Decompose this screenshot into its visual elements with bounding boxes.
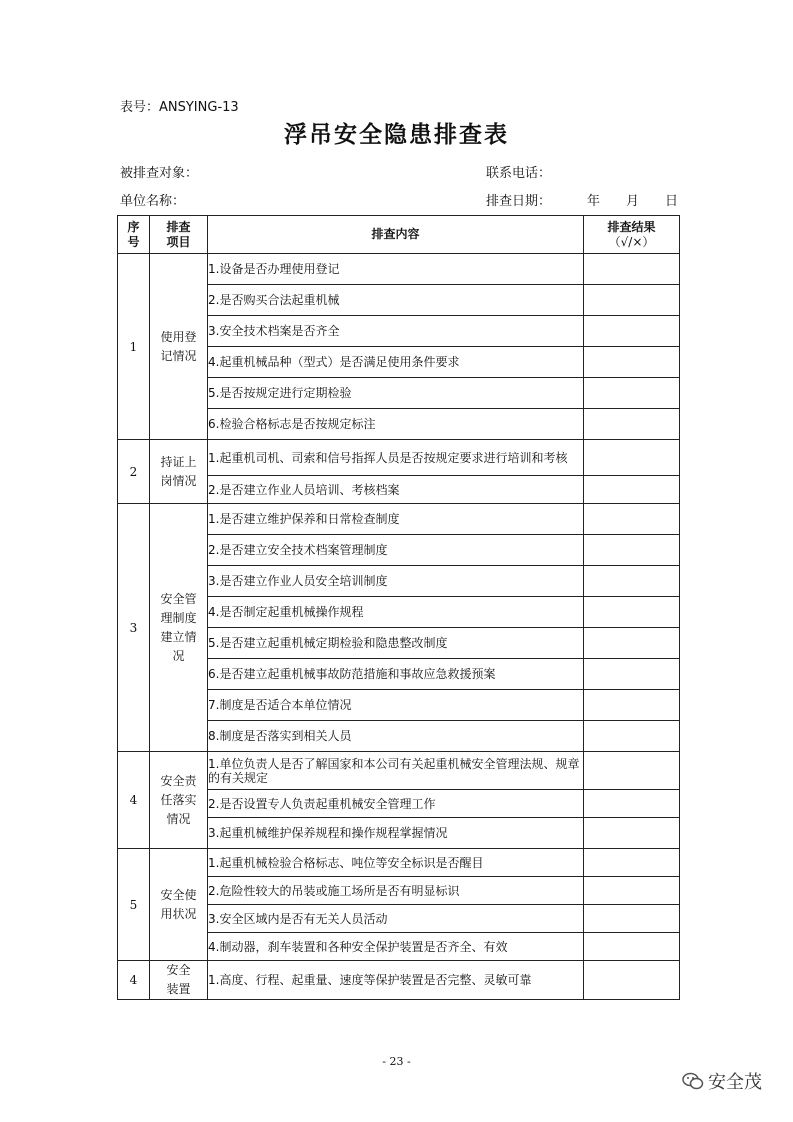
- result-cell[interactable]: [584, 535, 680, 566]
- inspection-table: [117, 215, 680, 1000]
- group-number: 4: [118, 961, 150, 1000]
- result-cell[interactable]: [584, 961, 680, 1000]
- table-row: [118, 254, 680, 285]
- check-item: 1.设备是否办理使用登记: [208, 254, 584, 285]
- result-cell[interactable]: [584, 905, 680, 933]
- page-title: 浮吊安全隐患排查表: [284, 122, 509, 148]
- form-number: 表号：ANSYING-13: [120, 100, 239, 115]
- result-cell[interactable]: [584, 440, 680, 476]
- result-cell[interactable]: [584, 721, 680, 752]
- result-cell[interactable]: [584, 933, 680, 961]
- check-item: 1.起重机司机、司索和信号指挥人员是否按规定要求进行培训和考核: [208, 440, 584, 476]
- result-cell[interactable]: [584, 752, 680, 790]
- check-item: 2.危险性较大的吊装或施工场所是否有明显标识: [208, 877, 584, 905]
- group-category: 安全责任落实情况: [150, 752, 208, 849]
- result-cell[interactable]: [584, 476, 680, 504]
- result-cell[interactable]: [584, 849, 680, 877]
- header-content: 排查内容: [208, 216, 584, 254]
- table-row: [118, 849, 680, 877]
- result-cell[interactable]: [584, 628, 680, 659]
- check-item: 4.起重机械品种（型式）是否满足使用条件要求: [208, 347, 584, 378]
- check-item: 6.是否建立起重机械事故防范措施和事故应急救援预案: [208, 659, 584, 690]
- group-category: 安全使用状况: [150, 849, 208, 961]
- check-item: 7.制度是否适合本单位情况: [208, 690, 584, 721]
- group-number: 3: [118, 504, 150, 752]
- group-category: 持证上岗情况: [150, 440, 208, 504]
- group-number: 1: [118, 254, 150, 440]
- header-result-title: 排查结果: [607, 219, 656, 234]
- result-cell[interactable]: [584, 659, 680, 690]
- check-item: 2.是否建立安全技术档案管理制度: [208, 535, 584, 566]
- check-item: 4.制动器，刹车装置和各种安全保护装置是否齐全、有效: [208, 933, 584, 961]
- table-row: [118, 504, 680, 535]
- check-item: 6.检验合格标志是否按规定标注: [208, 409, 584, 440]
- result-cell[interactable]: [584, 378, 680, 409]
- inspection-date-label: 排查日期：: [486, 194, 552, 209]
- header-seq: 序号: [118, 216, 150, 254]
- result-cell[interactable]: [584, 285, 680, 316]
- page-number: - 23 -: [382, 1055, 411, 1068]
- watermark: [682, 1068, 762, 1094]
- check-item: 4.是否制定起重机械操作规程: [208, 597, 584, 628]
- check-item: 1.是否建立维护保养和日常检查制度: [208, 504, 584, 535]
- phone-field: [486, 162, 555, 181]
- result-cell[interactable]: [584, 316, 680, 347]
- result-cell[interactable]: [584, 690, 680, 721]
- group-category: 安全装置: [150, 961, 208, 1000]
- date-month: 月: [626, 194, 640, 209]
- table-row: [118, 440, 680, 476]
- check-item: 3.安全区域内是否有无关人员活动: [208, 905, 584, 933]
- check-item: 1.高度、行程、起重量、速度等保护装置是否完整、灵敏可靠: [208, 961, 584, 1000]
- check-item: 3.起重机械维护保养规程和操作规程掌握情况: [208, 818, 584, 849]
- date-year: 年: [587, 194, 601, 209]
- header-result-mark: （√/×）: [608, 234, 655, 249]
- table-row: [118, 752, 680, 790]
- group-category: 安全管理制度建立情况: [150, 504, 208, 752]
- check-item: 2.是否购买合法起重机械: [208, 285, 584, 316]
- check-item: 3.是否建立作业人员安全培训制度: [208, 566, 584, 597]
- header-result: [584, 216, 680, 254]
- check-item: 8.制度是否落实到相关人员: [208, 721, 584, 752]
- result-cell[interactable]: [584, 566, 680, 597]
- check-item: 1.起重机械检验合格标志、吨位等安全标识是否醒目: [208, 849, 584, 877]
- result-cell[interactable]: [584, 409, 680, 440]
- phone-label: 联系电话：: [486, 166, 552, 181]
- check-item: 2.是否建立作业人员培训、考核档案: [208, 476, 584, 504]
- check-item: 5.是否建立起重机械定期检验和隐患整改制度: [208, 628, 584, 659]
- inspected-target-field: [120, 162, 202, 181]
- result-cell[interactable]: [584, 347, 680, 378]
- table-header-row: [118, 216, 680, 254]
- result-cell[interactable]: [584, 504, 680, 535]
- group-number: 5: [118, 849, 150, 961]
- group-number: 4: [118, 752, 150, 849]
- table-row: [118, 961, 680, 1000]
- group-number: 2: [118, 440, 150, 504]
- unit-name-label: 单位名称：: [120, 194, 186, 209]
- inspected-target-label: 被排查对象：: [120, 166, 199, 181]
- check-item: 1.单位负责人是否了解国家和本公司有关起重机械安全管理法规、规章的有关规定: [208, 752, 584, 790]
- result-cell[interactable]: [584, 818, 680, 849]
- check-item: 3.安全技术档案是否齐全: [208, 316, 584, 347]
- watermark-text: 安全茂: [708, 1072, 762, 1093]
- unit-name-field: [120, 190, 189, 209]
- result-cell[interactable]: [584, 597, 680, 628]
- wechat-icon: [682, 1072, 704, 1090]
- result-cell[interactable]: [584, 877, 680, 905]
- result-cell[interactable]: [584, 790, 680, 818]
- group-category: 使用登记情况: [150, 254, 208, 440]
- header-item: 排查项目: [150, 216, 208, 254]
- check-item: 5.是否按规定进行定期检验: [208, 378, 584, 409]
- result-cell[interactable]: [584, 254, 680, 285]
- check-item: 2.是否设置专人负责起重机械安全管理工作: [208, 790, 584, 818]
- inspection-date-field: [486, 190, 678, 209]
- date-day: 日: [665, 194, 679, 209]
